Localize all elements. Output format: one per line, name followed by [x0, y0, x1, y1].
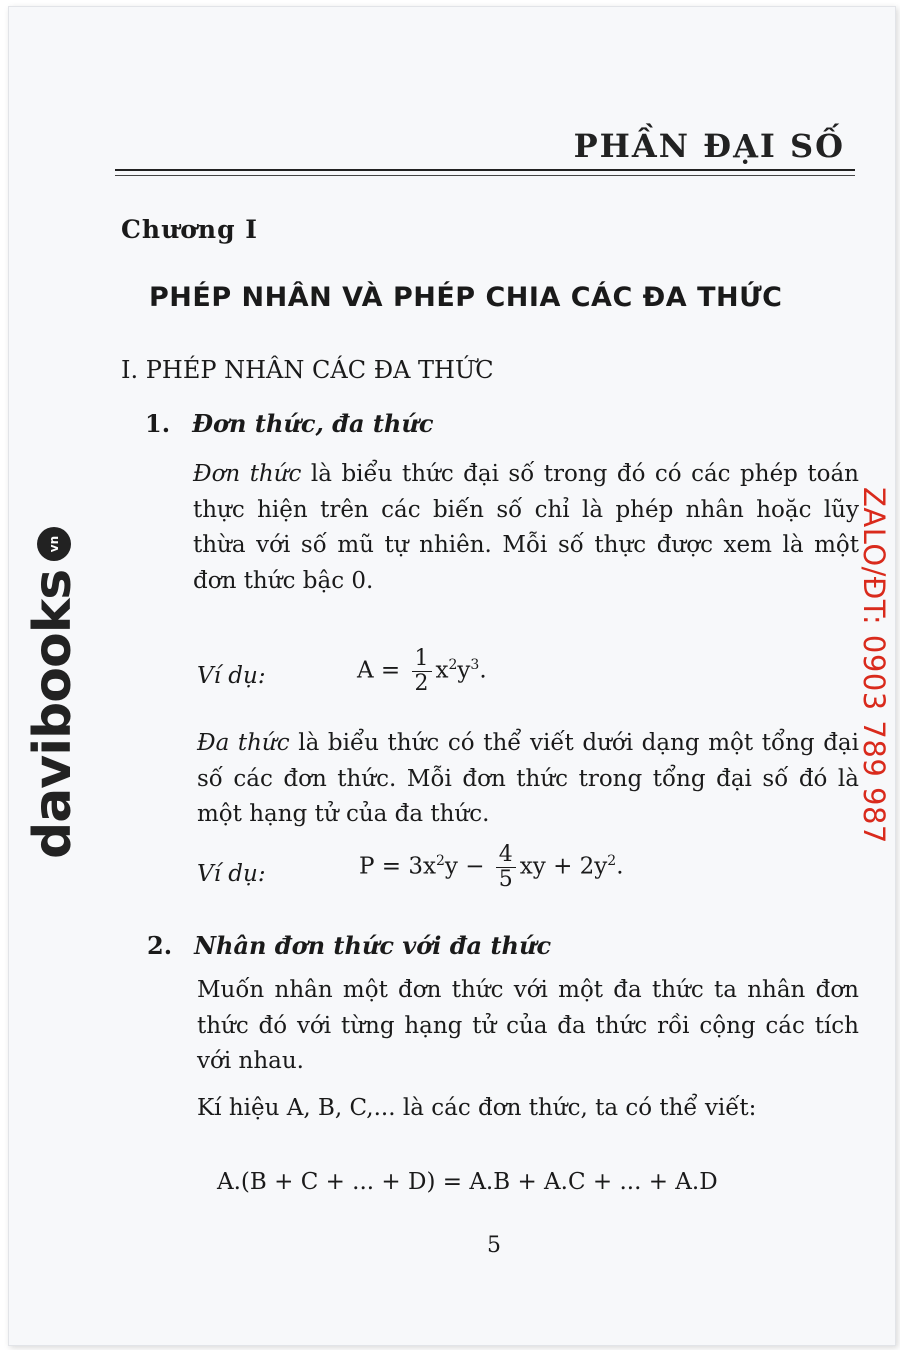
example-label-2: Ví dụ: [197, 861, 266, 887]
exponent: 2 [435, 852, 445, 869]
header-rule-thin [115, 175, 855, 176]
polynomial-definition [197, 726, 859, 833]
term-polynomial: Đa thức [197, 730, 290, 756]
period: . [479, 657, 487, 684]
example-label-1: Ví dụ: [197, 663, 266, 689]
logo-text: davibooks [23, 569, 83, 859]
davibooks-logo [23, 527, 83, 857]
subsection-number: 2. [147, 931, 173, 960]
book-page [8, 6, 896, 1346]
chapter-title: PHÉP NHÂN VÀ PHÉP CHIA CÁC ĐA THỨC [149, 282, 783, 313]
fraction-numerator: 4 [496, 843, 516, 868]
fraction-denominator: 2 [414, 671, 429, 696]
formula-lhs: A = [357, 657, 401, 684]
example-formula-1 [357, 647, 487, 696]
variable-y: y [457, 657, 471, 684]
formula-mid: y − [444, 853, 485, 880]
fraction-numerator: 1 [412, 647, 432, 672]
header-rule [115, 169, 855, 171]
fraction-denominator: 5 [498, 867, 513, 892]
chapter-label: Chương I [121, 215, 258, 244]
monomial-definition [193, 457, 859, 599]
notation-paragraph: Kí hiệu A, B, C,... là các đơn thức, ta có thể viết: [197, 1095, 757, 1121]
subsection-title: Đơn thức, đa thức [192, 409, 434, 438]
contact-text: ZALO/ĐT: 0903 789 987 [857, 487, 891, 844]
subsection-heading-2 [147, 931, 551, 960]
formula-tail: xy + 2y [519, 853, 608, 880]
fraction [412, 647, 432, 696]
exponent: 2 [448, 656, 458, 673]
exponent: 3 [470, 656, 480, 673]
part-title: PHẦN ĐẠI SỐ [573, 127, 845, 165]
multiplication-rule: Muốn nhân một đơn thức với một đa thức ta nhân đơn thức đó với từng hạng tử của đa thức rồi cộng các tích với nhau. [197, 977, 859, 1074]
period: . [616, 853, 624, 880]
formula-lhs: P = 3x [359, 853, 436, 880]
exponent: 2 [607, 852, 617, 869]
monomial-definition-text: là biểu thức đại số trong đó có các phép toán thực hiện trên các biến số chỉ là phép nhân hoặc lũy thừa với số mũ tự nhiên. Mỗi số thực được xem là một đơn thức bậc 0. [193, 461, 859, 594]
polynomial-definition-text: là biểu thức có thể viết dưới dạng một tổng đại số các đơn thức. Mỗi đơn thức trong tổng đại số đó là một hạng tử của đa thức. [197, 730, 859, 827]
example-formula-2 [359, 843, 624, 892]
distributive-formula: A.(B + C + ... + D) = A.B + A.C + ... + A.D [217, 1169, 718, 1195]
contact-watermark [849, 487, 896, 877]
subsection-number: 1. [145, 409, 171, 438]
subsection-title: Nhân đơn thức với đa thức [194, 931, 552, 960]
fraction [496, 843, 516, 892]
subsection-heading-1 [145, 409, 433, 438]
section-heading: I. PHÉP NHÂN CÁC ĐA THỨC [121, 356, 494, 384]
variable-x: x [435, 657, 449, 684]
logo-badge: vn [37, 527, 71, 561]
term-monomial: Đơn thức [193, 461, 302, 487]
page-number: 5 [487, 1233, 501, 1258]
